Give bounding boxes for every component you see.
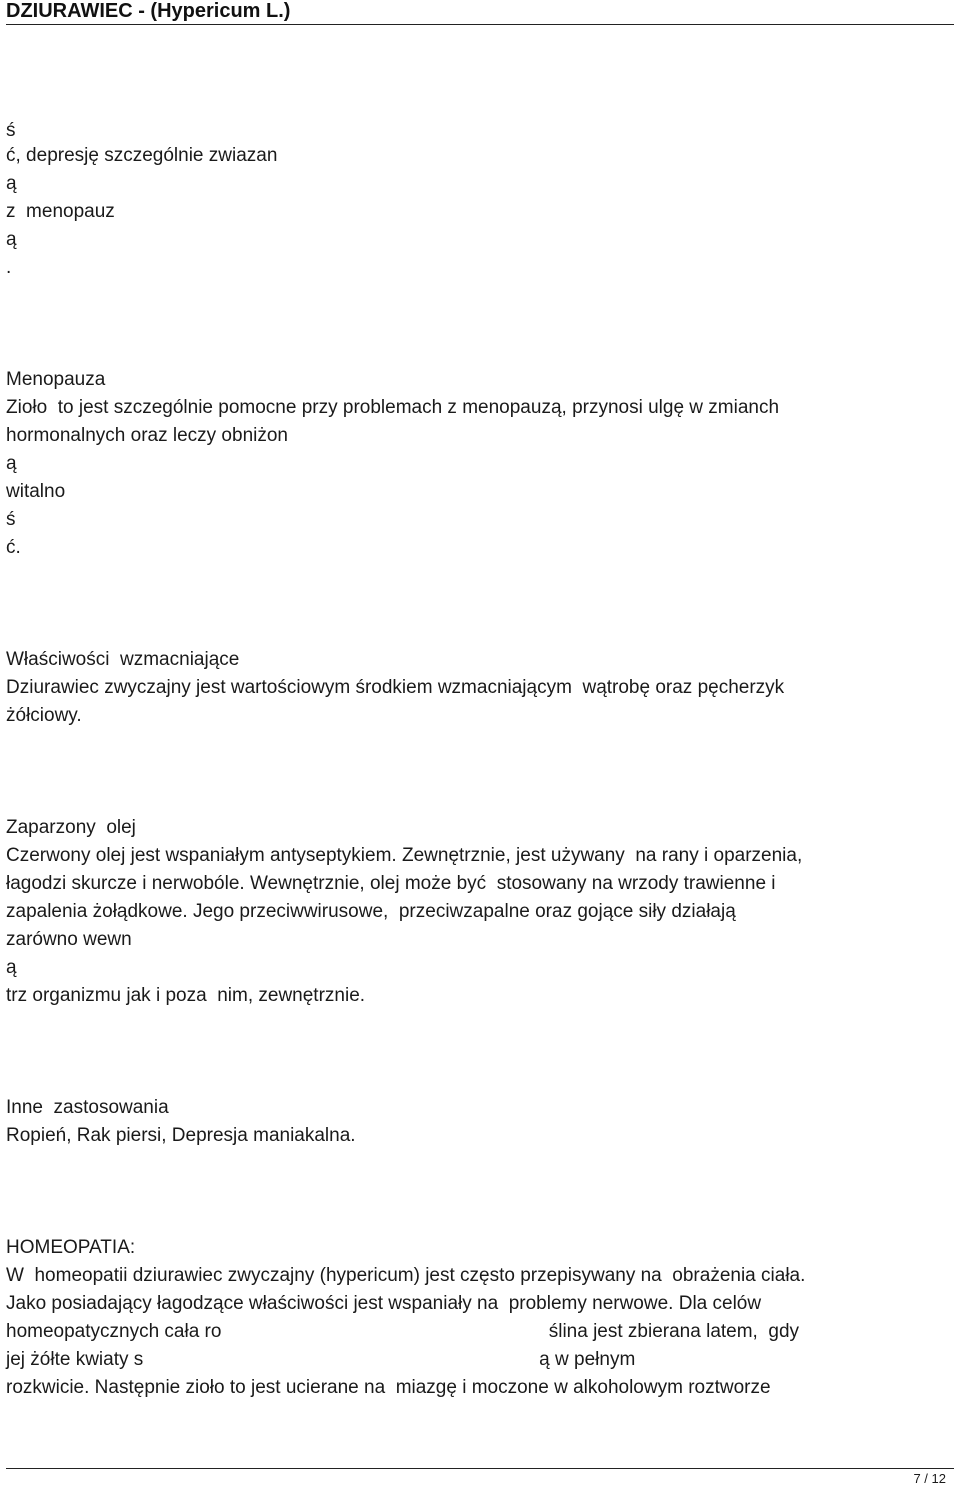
section-heading-wlasciwosci: Właściwości wzmacniające [6, 649, 240, 670]
text-line: W homeopatii dziurawiec zwyczajny (hypericum) jest często przepisywany na obrażenia ciała. [6, 1265, 806, 1286]
text-line: Czerwony olej jest wspaniałym antyseptykiem. Zewnętrznie, jest używany na rany i oparzenia, [6, 845, 803, 866]
text-line: z menopauz [6, 201, 115, 222]
text-line: rozkwicie. Następnie zioło to jest ucierane na miazgę i moczone w alkoholowym roztworze [6, 1377, 771, 1398]
text-line: Zioło to jest szczególnie pomocne przy problemach z menopauzą, przynosi ulgę w zmianch [6, 397, 780, 418]
page-number: 7 / 12 [913, 1471, 946, 1486]
text-line: . [6, 257, 12, 278]
text-line: ć. [6, 537, 21, 558]
text-line: łagodzi skurcze i nerwobóle. Wewnętrznie, olej może być stosowany na wrzody trawienne i [6, 873, 776, 894]
text-line: ś [6, 120, 16, 141]
section-heading-inne: Inne zastosowania [6, 1097, 169, 1118]
text-line: ą [6, 173, 17, 194]
text-line: żółciowy. [6, 705, 82, 726]
page-header-title: DZIURAWIEC - (Hypericum L.) [6, 0, 291, 22]
header-divider [6, 24, 954, 25]
text-line: ą [6, 957, 17, 978]
footer-divider [6, 1468, 954, 1469]
text-line: trz organizmu jak i poza nim, zewnętrznie. [6, 985, 366, 1006]
text-line: ś [6, 509, 16, 530]
text-line: homeopatycznych cała ro ślina jest zbierana latem, gdy [6, 1321, 800, 1342]
text-line: witalno [6, 481, 66, 502]
text-line: jej żółte kwiaty s ą w pełnym [6, 1349, 636, 1370]
text-line: ą [6, 453, 17, 474]
text-line: ć, depresję szczególnie zwiazan [6, 145, 278, 166]
text-line: zarówno wewn [6, 929, 132, 950]
text-line: ą [6, 229, 17, 250]
section-heading-menopauza: Menopauza [6, 369, 106, 390]
text-line: Ropień, Rak piersi, Depresja maniakalna. [6, 1125, 356, 1146]
section-heading-homeopatia: HOMEOPATIA: [6, 1237, 136, 1258]
text-line: Jako posiadający łagodzące właściwości jest wspaniały na problemy nerwowe. Dla celów [6, 1293, 762, 1314]
text-line: Dziurawiec zwyczajny jest wartościowym środkiem wzmacniającym wątrobę oraz pęcherzyk [6, 677, 785, 698]
text-line: hormonalnych oraz leczy obniżon [6, 425, 288, 446]
section-heading-olej: Zaparzony olej [6, 817, 136, 838]
text-line: zapalenia żołądkowe. Jego przeciwwirusowe, przeciwzapalne oraz gojące siły działają [6, 901, 736, 922]
